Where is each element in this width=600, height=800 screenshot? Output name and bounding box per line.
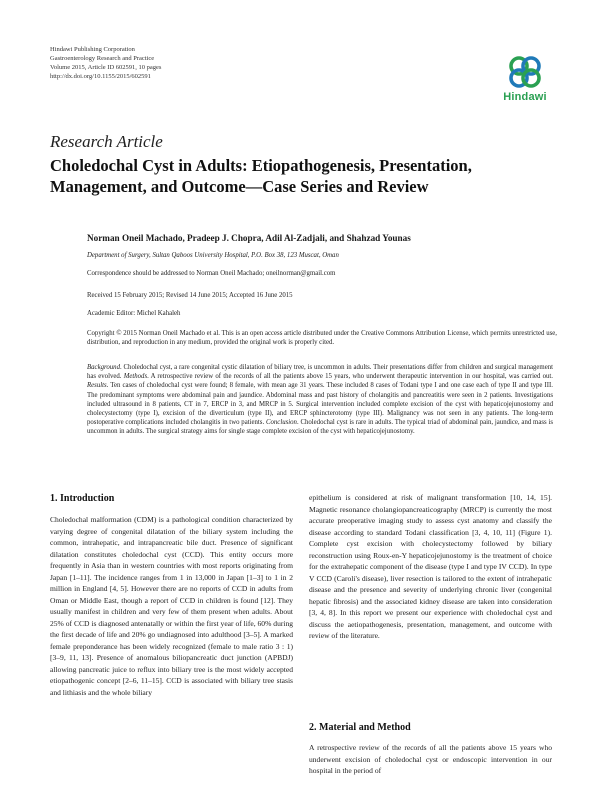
abstract-results-label: Results [87, 382, 107, 390]
article-title [50, 155, 570, 197]
introduction-text [50, 514, 293, 698]
abstract [87, 363, 553, 437]
publisher-name: Hindawi Publishing Corporation [50, 46, 135, 53]
volume-info: Volume 2015, Article ID 602591, 10 pages [50, 64, 162, 71]
right-column-text [309, 492, 552, 642]
hindawi-logo-text: Hindawi [503, 91, 547, 103]
introduction-paragraph: Choledochal malformation (CDM) is a pathological condition characterized by varying degree of congenital dilatation of the biliary system including the common, intrahepatic, and intrapancreatic bile duct. Presence of significant dilatation constitutes choledochal cyst (CCD). This entity occurs more frequently in Asia than in western countries with most reports originating from Japan [1–11]. The incidence ranges from 1 in 13,000 in Japan [1–3] to 1 in 2 million in England [4, 5]. However there are no reports of CCD in adults from Oman or Middle East, though a report of CCD in children is found [12]. They usually manifest in children and very few of them present when adults. About 25% of CCD is diagnosed antenatally or within the first year of life, 60% during the first decade of life and 20% go undiagnosed into adulthood [3–5]. A marked female preponderance has been widely recognized (female to male ratio 3 : 1) [3–9, 11, 13]. Presence of anomalous biliopancreatic duct junction (APBDJ) allowing pancreatic juice to reflux into biliary tree is the most widely accepted etiopathogenic concept [2–6, 11–15]. CCD is associated with biliary tree stasis and lithiasis and the whole biliary [50, 515, 293, 697]
received-dates: Received 15 February 2015; Revised 14 June 2015; Accepted 16 June 2015 [87, 292, 293, 299]
copyright-notice: Copyright © 2015 Norman Oneil Machado et al. This is an open access article distributed under the Creative Commons Attribution License, which permits unrestricted use, distribution, and reproduction in any medium, provided the original work is properly cited. [87, 330, 557, 346]
doi-link[interactable]: http://dx.doi.org/10.1155/2015/602591 [50, 73, 151, 80]
journal-name: Gastroenterology Research and Practice [50, 55, 155, 62]
introduction-continued-paragraph: epithelium is considered at risk of malignant transformation [10, 14, 15]. Magnetic resonance cholangiopancreaticography (MRCP) is currently the most accurate preoperative imaging study to assess cyst anatomy and classify the disease according to standard Todani classification [3, 4, 10, 11] (Figure 1). Complete cyst excision with cholecystectomy followed by biliary reconstruction using Roux-en-Y hepaticojejunostomy is the treatment of choice for the extrahepatic component of the disease (type I and type IV CCD). In type V CCD (Caroli's disease), liver resection is tailored to the extent of intrahepatic disease and the presence and severity of underlying chronic liver (congenital hepatic fibrosis) and the associated kidney disease are taken into consideration [3, 4, 8]. In this report we present our experience with choledochal cyst and discuss the aetiopathogenesis, presentation, management, and outcome with review of the literature. [309, 493, 552, 640]
abstract-methods: . A retrospective review of the records of all the patients above 15 years, who underwent therapeutic intervention in our hospital, was carried out. [147, 373, 553, 381]
abstract-results: . Ten cases of choledochal cyst were found; 8 female, with mean age 31 years. These included 8 cases of Todani type I and one case each of type II and type III. The predominant symptoms were abdominal pain and jaundice. Abdominal mass and past history of cholangitis and pancreatitis were seen in 2 patients. Investigations included ultrasound in 8 patients, CT in 7, ERCP in 3, and MRCP in 5. Surgical intervention included complete excision of the cyst with hepaticojejunostomy and cholecystectomy (type I), excision of the diverticulum (type II), and ERCP sphincterotomy (type III). Malignancy was not seen in any patients. The long-term postoperative complications included cholangitis in two patients. [87, 382, 553, 427]
affiliation: Department of Surgery, Sultan Qaboos University Hospital, P.O. Box 38, 123 Muscat, Oman [87, 252, 339, 259]
academic-editor: Academic Editor: Michel Kahaleh [87, 310, 181, 317]
section-heading-introduction: 1. Introduction [50, 493, 115, 504]
abstract-conclusion-label: Conclusion [265, 419, 297, 427]
title-line-1: Choledochal Cyst in Adults: Etiopathogenesis, Presentation, [50, 156, 472, 175]
abstract-background-label: Background [87, 364, 120, 371]
methods-paragraph: A retrospective review of the records of all the patients above 15 years who underwent excision of choledochal cyst or endoscopic intervention in our hospital in the period of [309, 743, 552, 775]
correspondence: Correspondence should be addressed to Norman Oneil Machado; oneilnorman@gmail.com [87, 270, 336, 277]
author-list: Norman Oneil Machado, Pradeep J. Chopra, Adil Al-Zadjali, and Shahzad Younas [87, 233, 411, 243]
abstract-conclusion: . Choledochal cyst is rare in adults. The typical triad of abdominal pain, jaundice, and mass is uncommon in adults. The surgical strategy aims for single stage complete excision of the cyst with hepaticojejunostomy. [87, 419, 553, 436]
journal-header [50, 45, 161, 81]
abstract-methods-label: Methods [123, 373, 148, 381]
article-type: Research Article [50, 132, 163, 151]
title-line-2: Management, and Outcome—Case Series and Review [50, 177, 429, 196]
section-heading-methods: 2. Material and Method [309, 722, 411, 733]
methods-text [309, 742, 552, 777]
abstract-background: . Choledochal cyst, a rare congenital cystic dilatation of biliary tree, is uncommon in adults. Their presentations differ from children and surgical management has evolved. [87, 364, 553, 381]
